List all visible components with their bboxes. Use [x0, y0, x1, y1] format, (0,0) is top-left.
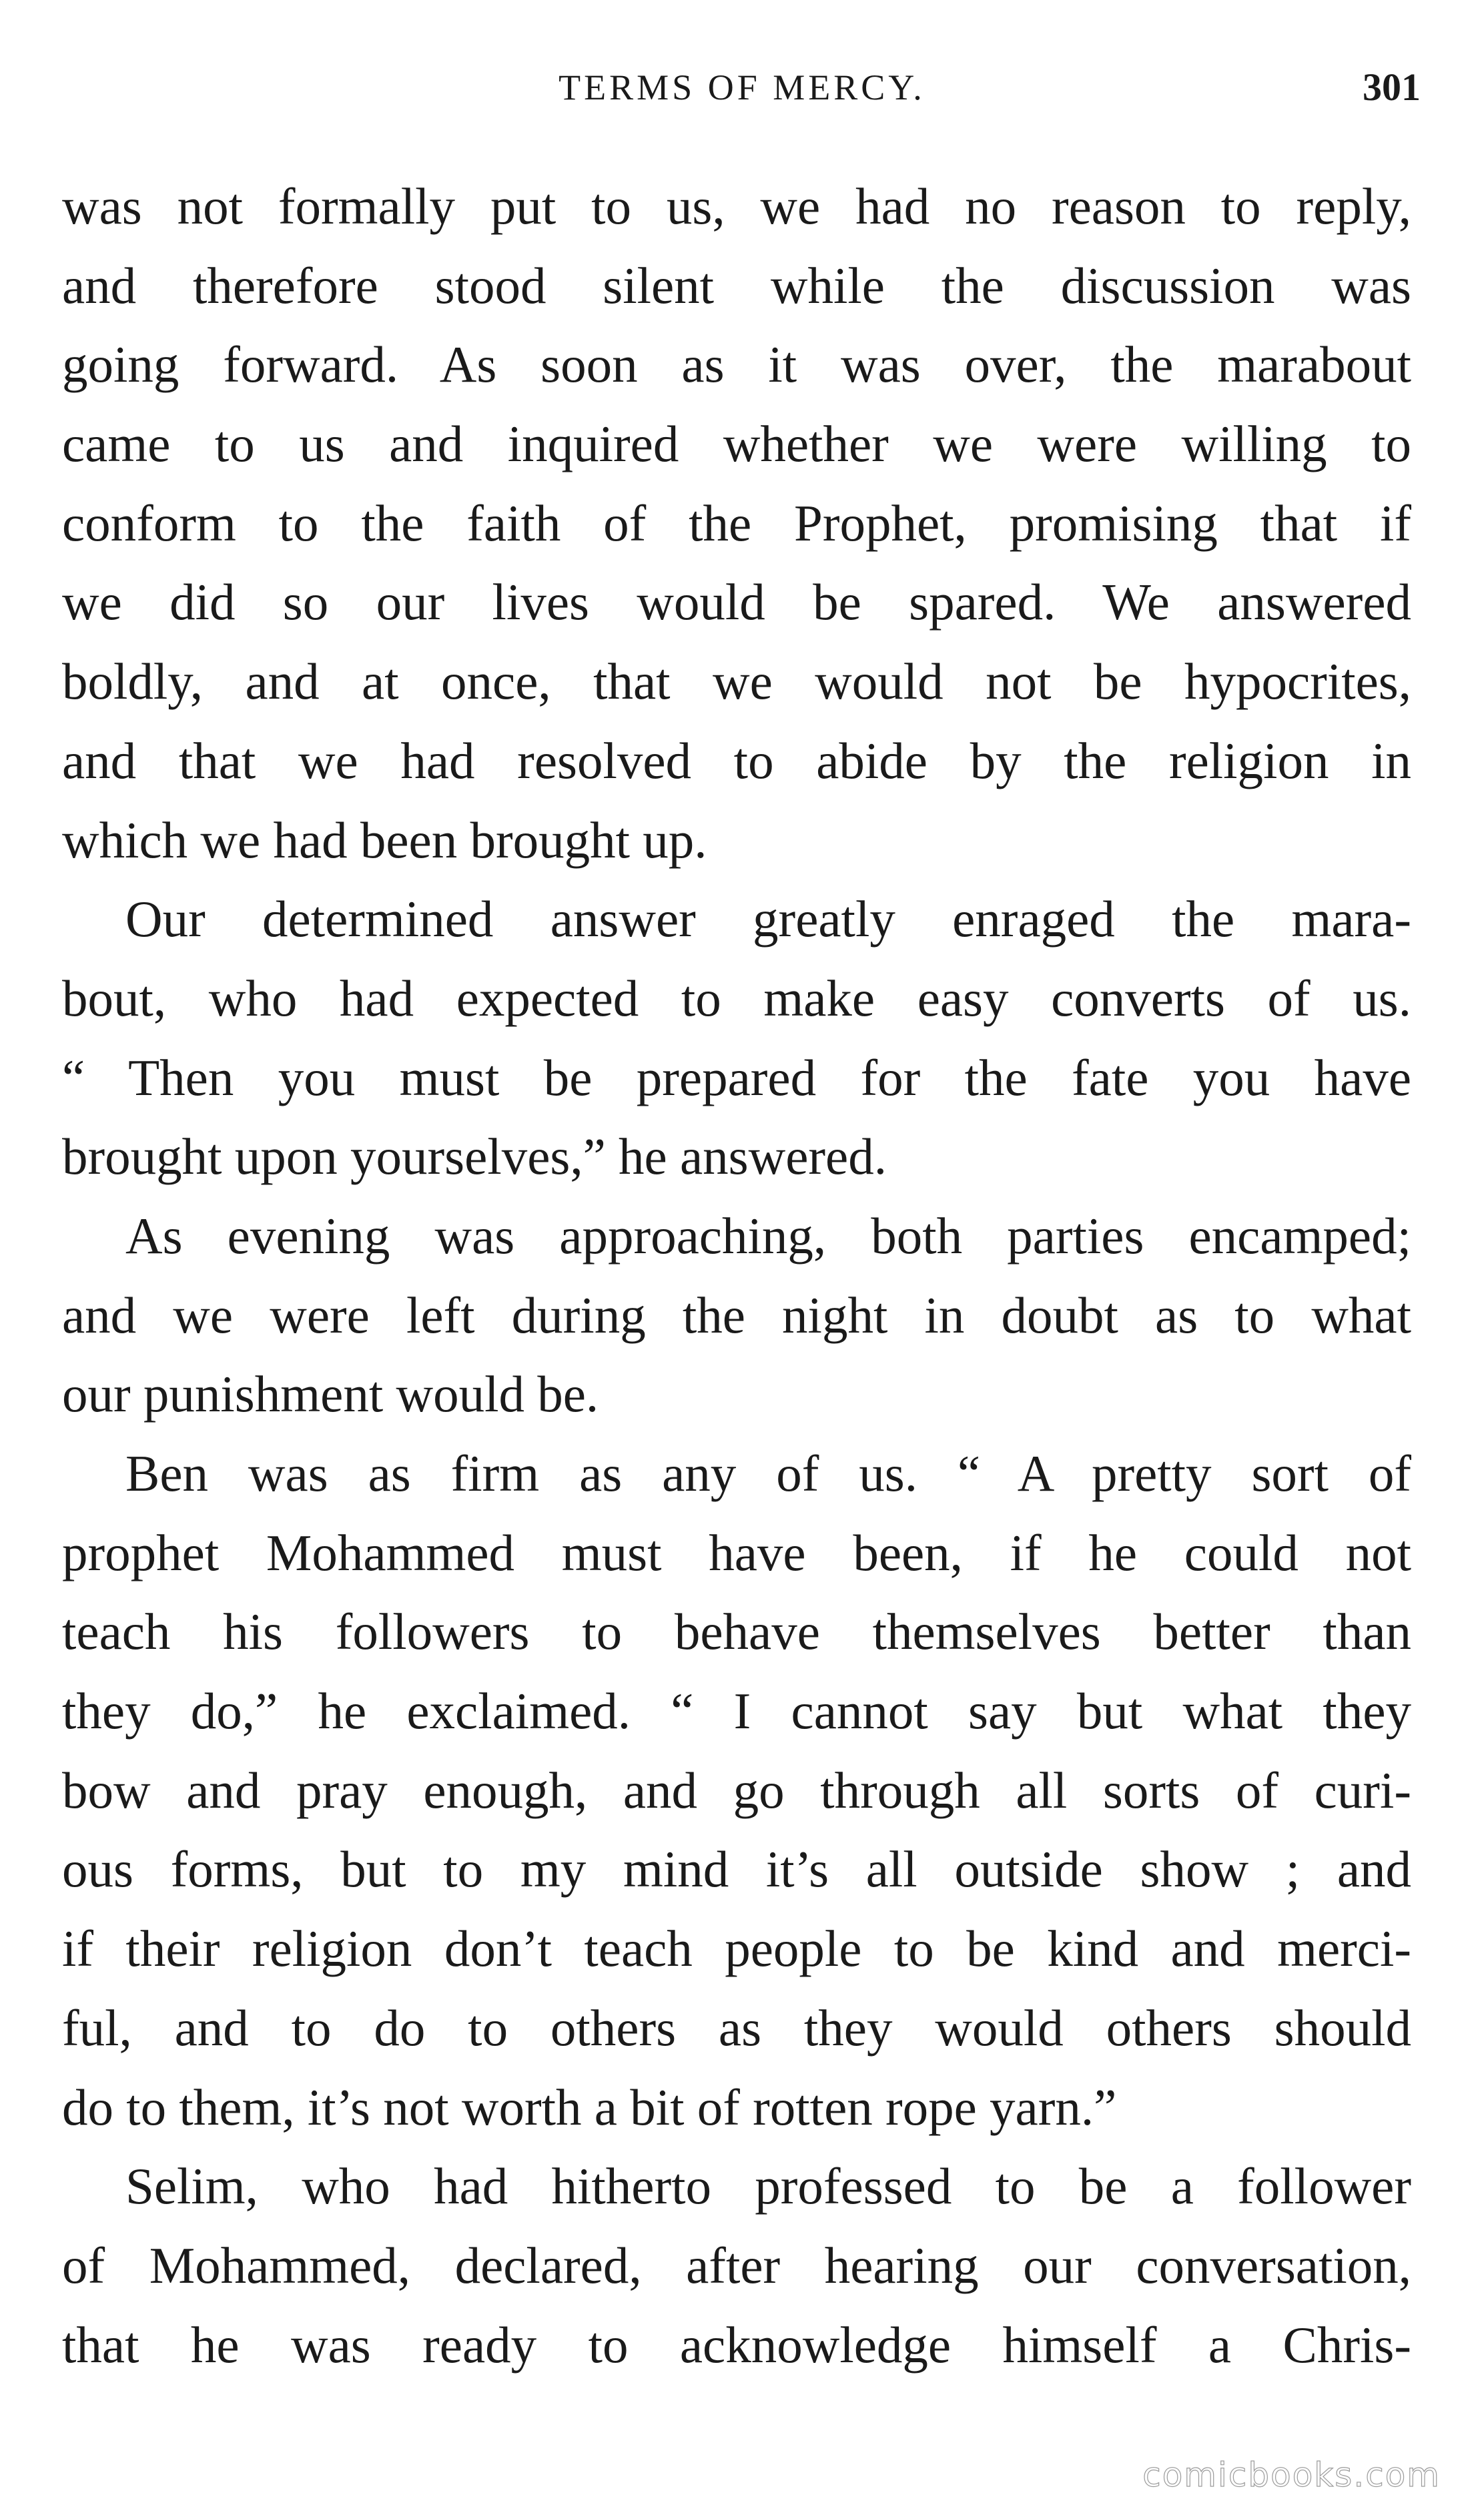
text-line: that he was ready to acknowledge himself a Chris-	[62, 2315, 1411, 2374]
text-line: our punishment would be.	[62, 1365, 599, 1423]
paragraph	[62, 879, 1411, 1196]
paragraph	[62, 1196, 1411, 1434]
text-line: and therefore stood silent while the discussion was	[62, 256, 1411, 314]
text-line: came to us and inquired whether we were willing to	[62, 415, 1411, 473]
text-line: As evening was approaching, both parties encamped;	[125, 1206, 1411, 1265]
text-line: bow and pray enough, and go through all sorts of curi-	[62, 1761, 1411, 1819]
text-line: Our determined answer greatly enraged the mara-	[125, 890, 1411, 948]
paragraph	[62, 167, 1411, 879]
text-line: do to them, it’s not worth a bit of rotten rope yarn.”	[62, 2078, 1117, 2136]
page-number: 301	[1363, 65, 1421, 109]
text-line: conform to the faith of the Prophet, promising that if	[62, 494, 1411, 552]
text-line: “ Then you must be prepared for the fate you have	[62, 1048, 1411, 1106]
text-line: prophet Mohammed must have been, if he could not	[62, 1523, 1411, 1581]
paragraph	[62, 2147, 1411, 2384]
body-text	[62, 167, 1411, 2384]
watermark: comicbooks.com	[1142, 2456, 1441, 2494]
text-line: ful, and to do to others as they would others should	[62, 1999, 1411, 2057]
text-line: was not formally put to us, we had no reason to reply,	[62, 177, 1411, 235]
running-head	[63, 57, 1421, 117]
text-line: which we had been brought up.	[62, 811, 707, 869]
text-line: if their religion don’t teach people to be kind and merci-	[62, 1920, 1411, 1978]
running-title: TERMS OF MERCY.	[559, 67, 925, 107]
text-line: bout, who had expected to make easy converts of us.	[62, 969, 1411, 1027]
text-line: we did so our lives would be spared. We answered	[62, 573, 1411, 631]
text-line: ous forms, but to my mind it’s all outside show ; and	[62, 1840, 1411, 1898]
text-line: teach his followers to behave themselves better than	[62, 1603, 1411, 1661]
text-line: they do,” he exclaimed. “ I cannot say but what they	[62, 1682, 1411, 1740]
text-line: of Mohammed, declared, after hearing our conversation,	[62, 2236, 1411, 2294]
text-line: Ben was as firm as any of us. “ A pretty sort of	[125, 1445, 1411, 1502]
paragraph	[62, 1434, 1411, 2147]
text-line: and we were left during the night in doubt as to what	[62, 1286, 1411, 1344]
text-line: Selim, who had hitherto professed to be a follower	[125, 2157, 1411, 2215]
text-line: boldly, and at once, that we would not be hypocrites,	[62, 653, 1411, 711]
text-line: brought upon yourselves,” he answered.	[62, 1128, 887, 1186]
text-line: and that we had resolved to abide by the religion in	[62, 731, 1411, 789]
text-line: going forward. As soon as it was over, the marabout	[62, 336, 1411, 394]
